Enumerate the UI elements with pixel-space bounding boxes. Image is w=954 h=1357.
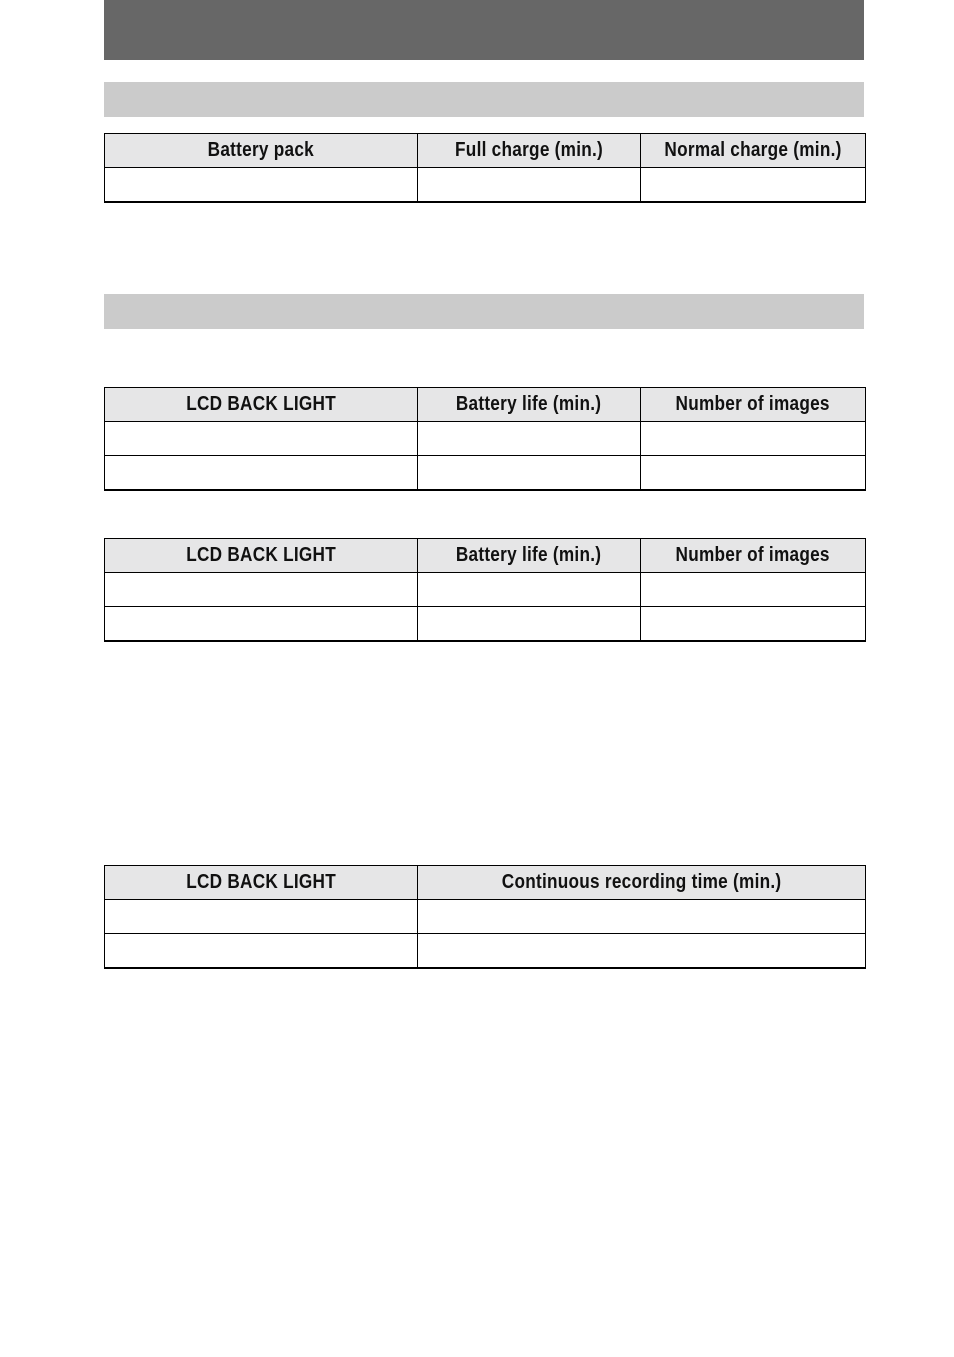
table-cell	[641, 607, 866, 642]
table-row	[105, 934, 866, 969]
table-cell	[418, 934, 866, 969]
table-row	[105, 422, 866, 456]
table-cell	[641, 456, 866, 491]
table-cell	[418, 168, 641, 203]
table-cell	[105, 934, 418, 969]
section-heading-bar-battery-life	[104, 294, 864, 329]
table-cell	[418, 422, 641, 456]
page-header-bar	[104, 0, 864, 60]
table-header-row	[105, 388, 866, 422]
column-header: Normal charge (min.)	[641, 134, 866, 168]
table-cell	[105, 573, 418, 607]
table-cell	[641, 422, 866, 456]
column-header: LCD BACK LIGHT	[105, 388, 418, 422]
table-cell	[105, 456, 418, 491]
table-cell	[418, 573, 641, 607]
column-header: Battery life (min.)	[418, 539, 641, 573]
table-cell	[418, 900, 866, 934]
column-header: Continuous recording time (min.)	[418, 866, 866, 900]
column-header: Number of images	[641, 388, 866, 422]
column-header: Full charge (min.)	[418, 134, 641, 168]
table-header-row	[105, 866, 866, 900]
table-cell	[418, 607, 641, 642]
column-header: Battery life (min.)	[418, 388, 641, 422]
section-heading-bar-charging	[104, 82, 864, 117]
table-cell	[641, 168, 866, 203]
column-header: LCD BACK LIGHT	[105, 539, 418, 573]
table-row	[105, 607, 866, 642]
table-header-row	[105, 134, 866, 168]
table-row	[105, 168, 866, 203]
table-cell	[105, 607, 418, 642]
column-header: Battery pack	[105, 134, 418, 168]
table-cell	[641, 573, 866, 607]
battery-life-table-1	[104, 387, 866, 491]
recording-time-table	[104, 865, 866, 969]
charging-time-table	[104, 133, 866, 203]
table-row	[105, 900, 866, 934]
column-header: LCD BACK LIGHT	[105, 866, 418, 900]
table-row	[105, 456, 866, 491]
table-cell	[105, 900, 418, 934]
table-cell	[105, 168, 418, 203]
table-cell	[418, 456, 641, 491]
table-row	[105, 573, 866, 607]
battery-life-table-2	[104, 538, 866, 642]
column-header: Number of images	[641, 539, 866, 573]
table-header-row	[105, 539, 866, 573]
table-cell	[105, 422, 418, 456]
